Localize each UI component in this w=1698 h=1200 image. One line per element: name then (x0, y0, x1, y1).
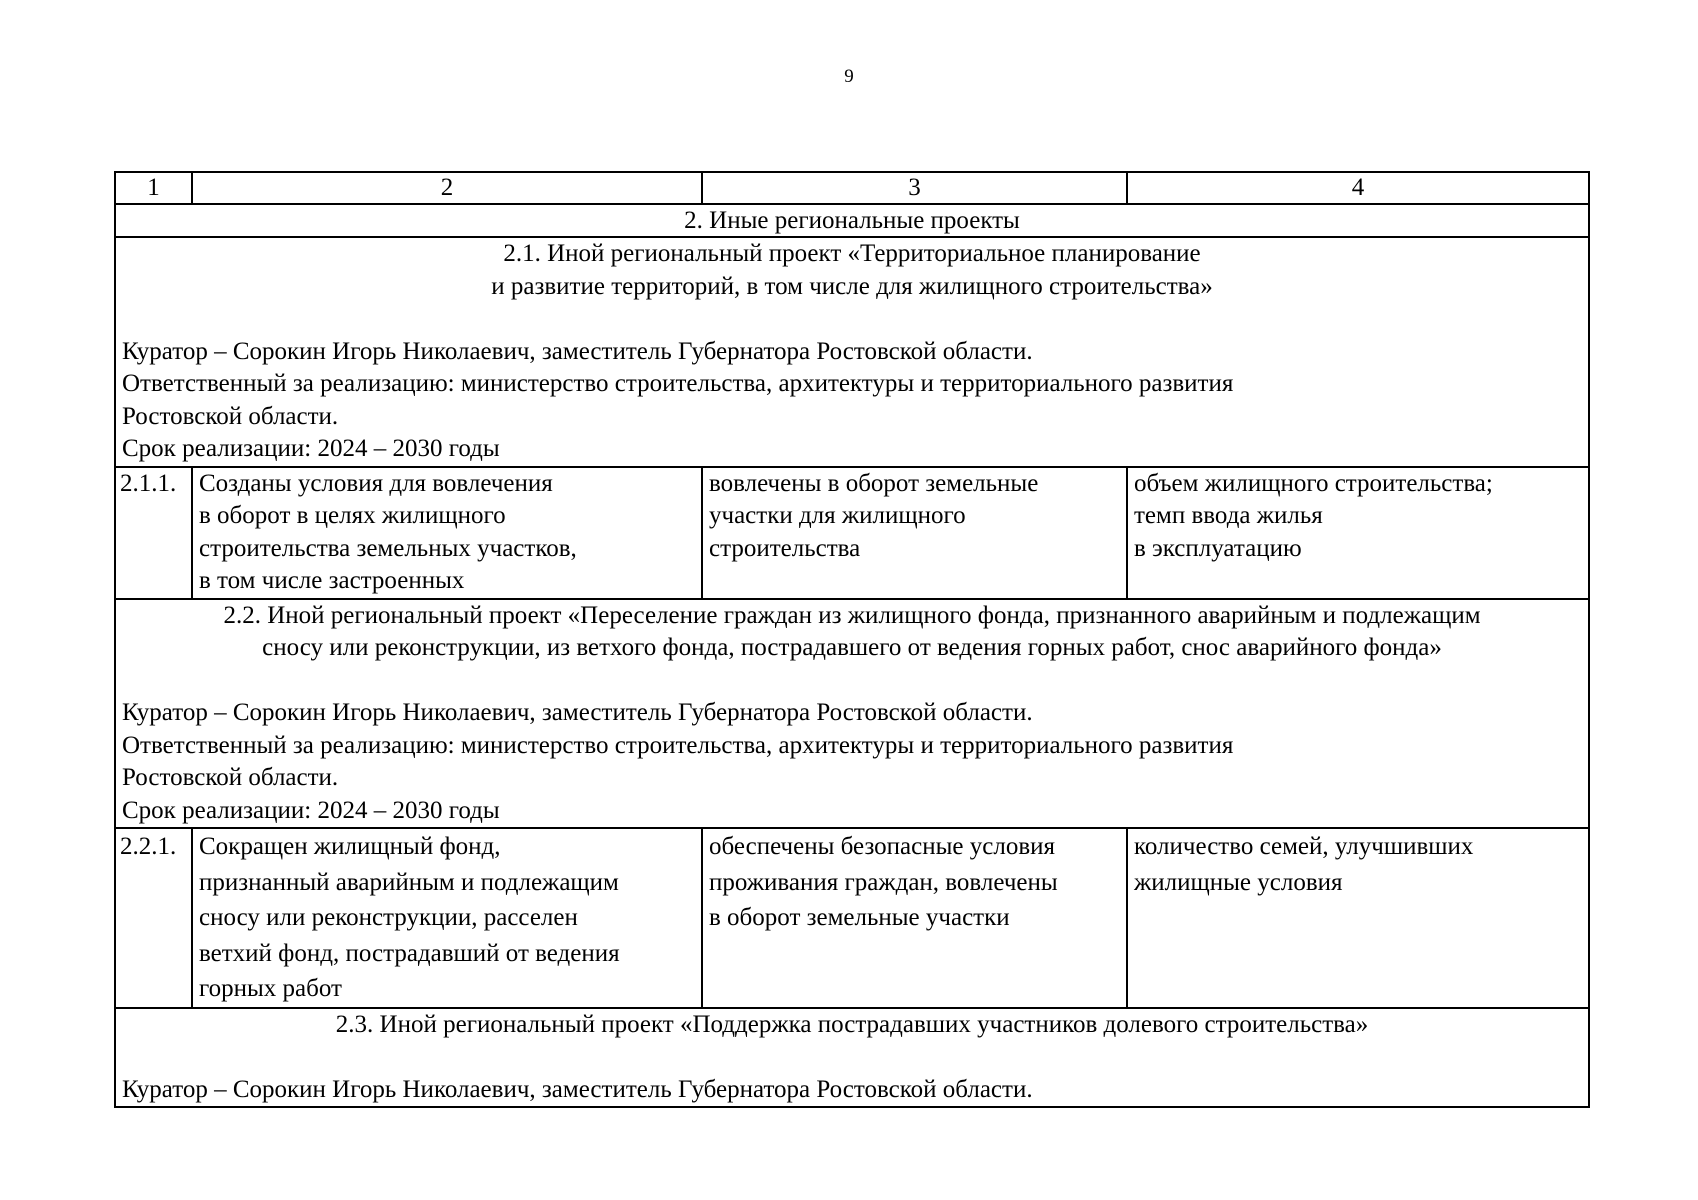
spacer (122, 665, 1582, 698)
project-2-1-curator: Куратор – Сорокин Игорь Николаевич, заместитель Губернатора Ростовской области. (122, 337, 1033, 365)
project-2-2-term: Срок реализации: 2024 – 2030 годы (122, 796, 500, 824)
project-2-2-title-line: сносу или реконструкции, из ветхого фонда, пострадавшего от ведения горных работ, снос аварийного фонда» (262, 634, 1442, 661)
effect-line: проживания граждан, вовлечены (709, 868, 1058, 896)
column-number-2: 2 (192, 172, 702, 204)
project-2-1-title-line: и развитие территорий, в том числе для жилищного строительства» (491, 272, 1213, 300)
task-2-1-1-effect (702, 467, 1127, 599)
indicator-line: жилищные условия (1134, 868, 1343, 896)
task-2-2-1-effect (702, 828, 1127, 1008)
project-2-2-responsible-cont: Ростовской области. (122, 764, 339, 791)
effect-line: участки для жилищного (709, 502, 966, 529)
task-line: Созданы условия для вовлечения (199, 469, 553, 497)
project-2-1-cell (115, 237, 1589, 467)
task-line: признанный аварийным и подлежащим (199, 868, 619, 896)
indicator-line: темп ввода жилья (1134, 502, 1323, 529)
task-line: горных работ (199, 975, 342, 1002)
project-2-2-row (115, 599, 1589, 829)
effect-line: вовлечены в оборот земельные (709, 469, 1039, 497)
task-2-2-1-row (115, 828, 1589, 1008)
task-2-2-1-number: 2.2.1. (115, 828, 192, 1008)
spacer (122, 303, 1582, 336)
effect-line: обеспечены безопасные условия (709, 833, 1056, 860)
task-2-1-1-task (192, 467, 702, 599)
project-2-1-term: Срок реализации: 2024 – 2030 годы (122, 435, 500, 462)
task-line: ветхий фонд, пострадавший от ведения (199, 939, 620, 967)
project-2-1-responsible: Ответственный за реализацию: министерство строительства, архитектуры и территориального развития (122, 370, 1234, 397)
project-2-1-title-line: 2.1. Иной региональный проект «Территориальное планирование (503, 240, 1201, 267)
project-2-2-responsible: Ответственный за реализацию: министерство строительства, архитектуры и территориального развития (122, 731, 1234, 759)
project-2-1-responsible-cont: Ростовской области. (122, 402, 339, 430)
spacer (122, 1041, 1582, 1074)
project-2-2-title-line: 2.2. Иной региональный проект «Переселение граждан из жилищного фонда, признанного аварийным и подлежащим (223, 601, 1481, 629)
task-2-1-1-indicator (1127, 467, 1589, 599)
project-2-3-curator: Куратор – Сорокин Игорь Николаевич, заместитель Губернатора Ростовской области. (122, 1075, 1033, 1103)
column-number-1: 1 (115, 172, 192, 204)
section-2-title: 2. Иные региональные проекты (115, 204, 1589, 237)
section-heading-row (115, 204, 1589, 237)
effect-line: в оборот земельные участки (709, 904, 1010, 931)
task-line: в оборот в целях жилищного (199, 502, 506, 529)
column-number-3: 3 (702, 172, 1127, 204)
task-2-1-1-number: 2.1.1. (115, 467, 192, 599)
task-line: Сокращен жилищный фонд, (199, 833, 501, 860)
column-number-4: 4 (1127, 172, 1589, 204)
column-number-header-row (115, 172, 1589, 204)
project-2-3-cell (115, 1008, 1589, 1108)
page-number: 9 (844, 66, 854, 87)
task-line: в том числе застроенных (199, 567, 465, 594)
indicator-line: объем жилищного строительства; (1134, 469, 1493, 497)
task-2-1-1-row (115, 467, 1589, 599)
task-line: строительства земельных участков, (199, 534, 577, 562)
effect-line: строительства (709, 534, 861, 562)
project-2-2-curator: Куратор – Сорокин Игорь Николаевич, заместитель Губернатора Ростовской области. (122, 699, 1033, 726)
indicator-line: количество семей, улучшивших (1134, 833, 1474, 860)
project-2-2-cell (115, 599, 1589, 829)
task-2-2-1-indicator (1127, 828, 1589, 1008)
indicator-line: в эксплуатацию (1134, 534, 1302, 562)
task-line: сносу или реконструкции, расселен (199, 904, 578, 931)
projects-table (114, 171, 1590, 1108)
task-2-2-1-task (192, 828, 702, 1008)
project-2-3-title-line: 2.3. Иной региональный проект «Поддержка пострадавших участников долевого строительства» (335, 1010, 1369, 1038)
project-2-3-row (115, 1008, 1589, 1108)
project-2-1-row (115, 237, 1589, 467)
